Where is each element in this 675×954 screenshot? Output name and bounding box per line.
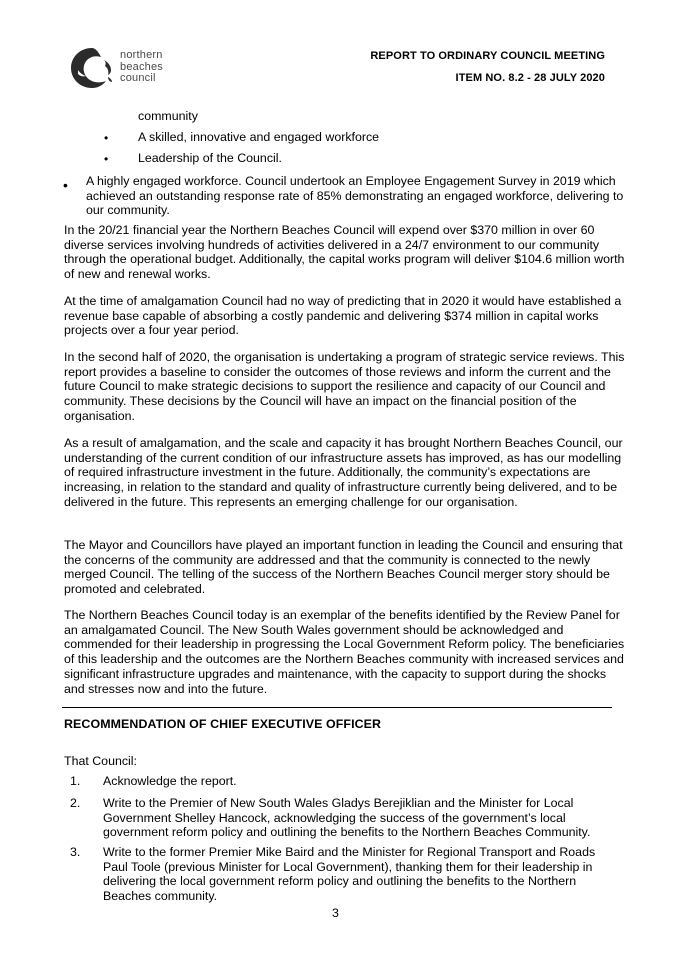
body-paragraph: As a result of amalgamation, and the scale and capacity it has brought Northern Beaches Council, our understanding of the current condition of our infrastructure assets has improved, as has our modelling of required infrastructure investment in the future. Additionally, the community’s expectations are increasing, in relation to the standard and quality of infrastructure currently being delivered, and to be delivered in the future. This represents an emerging challenge for our organisation. <box>64 436 623 509</box>
report-title: REPORT TO ORDINARY COUNCIL MEETING <box>370 50 605 62</box>
recommendation-number: 2. <box>70 796 81 810</box>
body-paragraph: The Northern Beaches Council today is an exemplar of the benefits identified by the Review Panel for an amalgamated Council. The New South Wales government should be acknowledged and commended for their leadership in progressing the Local Government Reform policy. The beneficiaries of this leadership and the outcomes are the Northern Beaches community with increased services and significant infrastructure upgrades and maintenance, with the capacity to support during the shocks and stresses now and into the future. <box>64 608 625 696</box>
recommendation-item: Acknowledge the report. <box>103 774 237 788</box>
bullet-paragraph: A highly engaged workforce. Council undertook an Employee Engagement Survey in 2019 which achieved an outstanding response rate of 85% demonstrating an engaged workforce, delivering to our community. <box>86 174 624 218</box>
bullet-marker: • <box>63 177 68 193</box>
logo-wordmark <box>120 50 163 85</box>
list-item: A skilled, innovative and engaged workforce <box>138 130 380 144</box>
section-divider <box>62 707 612 708</box>
page-number: 3 <box>332 906 339 920</box>
list-continuation-text: community <box>138 109 198 123</box>
item-number: ITEM NO. 8.2 - 28 JULY 2020 <box>455 72 605 84</box>
body-paragraph: In the 20/21 financial year the Northern Beaches Council will expend over $370 million in over 60 diverse services involving hundreds of activities delivered in a 24/7 environment to our community through the operational budget. Additionally, the capital works program will deliver $104.6 million worth of new and renewal works. <box>64 223 625 282</box>
recommendation-number: 1. <box>70 774 81 788</box>
sub-bullet-marker: • <box>104 131 109 145</box>
recommendation-heading: RECOMMENDATION OF CHIEF EXECUTIVE OFFICER <box>64 717 382 731</box>
logo-line-1: northern <box>120 49 163 61</box>
recommendation-item: Write to the former Premier Mike Baird and the Minister for Regional Transport and Roads Paul Toole (previous Minister for Local Government), thanking them for their leadership in delivering the local government reform policy and outlining the benefits to the Northern Beaches community. <box>103 845 596 904</box>
recommendation-intro: That Council: <box>64 754 138 768</box>
body-paragraph: The Mayor and Councillors have played an important function in leading the Council and ensuring that the concerns of the community are addressed and that the community is connected to the newly merged Council. The telling of the success of the Northern Beaches Council merger story should be promoted and celebrated. <box>64 538 623 597</box>
northern-beaches-council-logo-icon <box>68 46 116 90</box>
body-paragraph: At the time of amalgamation Council had no way of predicting that in 2020 it would have established a revenue base capable of absorbing a costly pandemic and delivering $374 million in capital works projects over a four year period. <box>64 294 622 338</box>
logo-line-3: council <box>120 72 156 84</box>
sub-bullet-marker: • <box>104 152 109 166</box>
recommendation-item: Write to the Premier of New South Wales Gladys Berejiklian and the Minister for Local Government Shelley Hancock, acknowledging the success of the government’s local government reform policy and outlining the benefits to the Northern Beaches Community. <box>103 796 591 840</box>
logo-line-2: beaches <box>120 60 163 73</box>
list-item: Leadership of the Council. <box>138 151 282 165</box>
recommendation-number: 3. <box>70 845 81 859</box>
body-paragraph: In the second half of 2020, the organisation is undertaking a program of strategic service reviews. This report provides a baseline to consider the outcomes of those reviews and inform the current and the future Council to make strategic decisions to support the resilience and capacity of our Council and community. These decisions by the Council will have an impact on the financial position of the organisation. <box>64 350 625 423</box>
